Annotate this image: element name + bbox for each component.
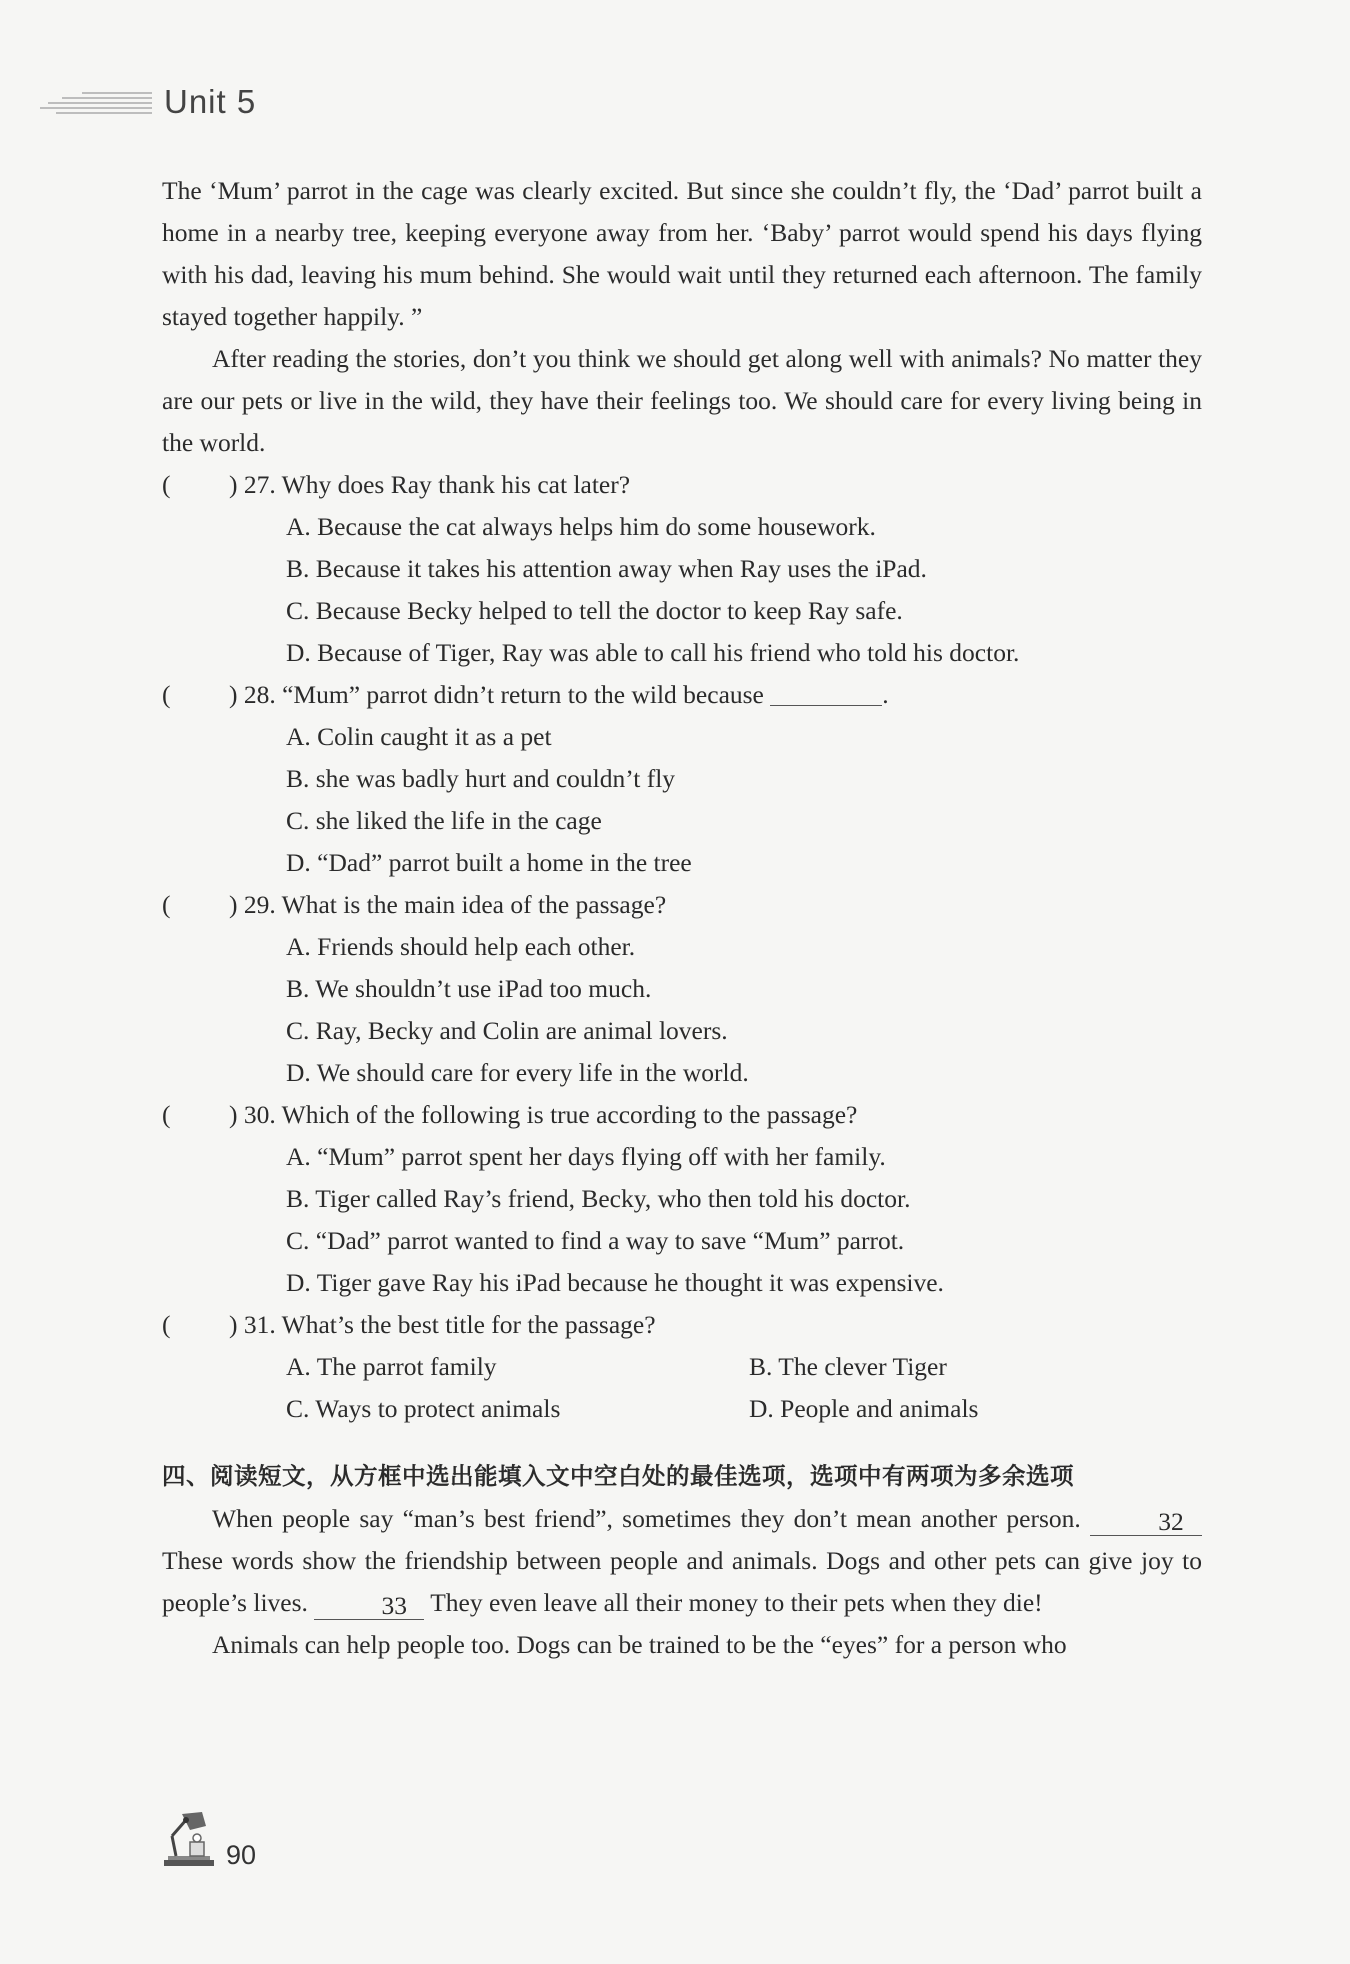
answer-paren[interactable]: (	[162, 1310, 171, 1339]
option: B. We shouldn’t use iPad too much.	[286, 974, 652, 1003]
option: A. The parrot family	[286, 1352, 497, 1381]
section-4-paragraph: When people say “man’s best friend”, sometimes they don’t mean another person. 32 These words show the friendship between people and animals. Dogs and other pets can give joy to people’s lives. 33 They even leave all their money to their pets when they die!	[162, 1504, 1202, 1620]
option: C. Ways to protect animals	[286, 1394, 561, 1423]
answer-paren[interactable]: (	[162, 470, 171, 499]
fill-blank[interactable]	[770, 679, 882, 706]
option: C. Because Becky helped to tell the doctor to keep Ray safe.	[286, 596, 903, 625]
page-number: 90	[226, 1840, 257, 1870]
question-stem: ) 31. What’s the best title for the passage?	[229, 1310, 656, 1339]
option: D. Tiger gave Ray his iPad because he thought it was expensive.	[286, 1268, 944, 1297]
section-4-paragraph: Animals can help people too. Dogs can be trained to be the “eyes” for a person who	[212, 1630, 1067, 1659]
passage-paragraph: After reading the stories, don’t you think we should get along well with animals? No matter they are our pets or live in the wild, they have their feelings too. We should care for every living being in the world.	[162, 344, 1202, 457]
answer-paren[interactable]: (	[162, 1100, 171, 1129]
option: C. “Dad” parrot wanted to find a way to save “Mum” parrot.	[286, 1226, 905, 1255]
question-stem: ) 30. Which of the following is true according to the passage?	[229, 1100, 858, 1129]
question-29	[162, 884, 1202, 1094]
passage-paragraph: The ‘Mum’ parrot in the cage was clearly excited. But since she couldn’t fly, the ‘Dad’ parrot built a home in a nearby tree, keeping everyone away from her. ‘Baby’ parrot would spend his days flying with his dad, leaving his mum behind. She would wait until they returned each afternoon. The family stayed together happily. ”	[162, 176, 1202, 331]
section-4-title: 四、阅读短文，从方框中选出能填入文中空白处的最佳选项，选项中有两项为多余选项	[162, 1462, 1074, 1490]
option: A. Because the cat always helps him do some housework.	[286, 512, 876, 541]
question-stem: ) 27. Why does Ray thank his cat later?	[229, 470, 631, 499]
fill-blank-32[interactable]: 32	[1090, 1509, 1202, 1536]
option: D. “Dad” parrot built a home in the tree	[286, 848, 692, 877]
desk-lamp-icon	[162, 1808, 220, 1873]
option: A. “Mum” parrot spent her days flying off with her family.	[286, 1142, 886, 1171]
option: D. Because of Tiger, Ray was able to call his friend who told his doctor.	[286, 638, 1020, 667]
answer-paren[interactable]: (	[162, 890, 171, 919]
option: D. People and animals	[749, 1394, 979, 1423]
question-27	[162, 464, 1202, 674]
question-stem: ) 28. “Mum” parrot didn’t return to the wild because .	[229, 680, 889, 709]
option: D. We should care for every life in the world.	[286, 1058, 749, 1087]
question-stem: ) 29. What is the main idea of the passage?	[229, 890, 667, 919]
option: B. The clever Tiger	[749, 1352, 947, 1381]
question-31	[162, 1304, 1202, 1430]
option: A. Colin caught it as a pet	[286, 722, 552, 751]
option: B. Tiger called Ray’s friend, Becky, who then told his doctor.	[286, 1184, 911, 1213]
question-28	[162, 674, 1202, 884]
option: B. she was badly hurt and couldn’t fly	[286, 764, 676, 793]
unit-title: Unit 5	[164, 83, 257, 120]
page-footer	[162, 1808, 256, 1873]
header-decoration	[40, 88, 152, 116]
option: B. Because it takes his attention away when Ray uses the iPad.	[286, 554, 927, 583]
option: A. Friends should help each other.	[286, 932, 636, 961]
fill-blank-33[interactable]: 33	[314, 1593, 424, 1620]
unit-header	[40, 78, 256, 126]
answer-paren[interactable]: (	[162, 680, 171, 709]
page-content	[162, 170, 1202, 1666]
option: C. Ray, Becky and Colin are animal lovers.	[286, 1016, 728, 1045]
question-30	[162, 1094, 1202, 1304]
option: C. she liked the life in the cage	[286, 806, 602, 835]
